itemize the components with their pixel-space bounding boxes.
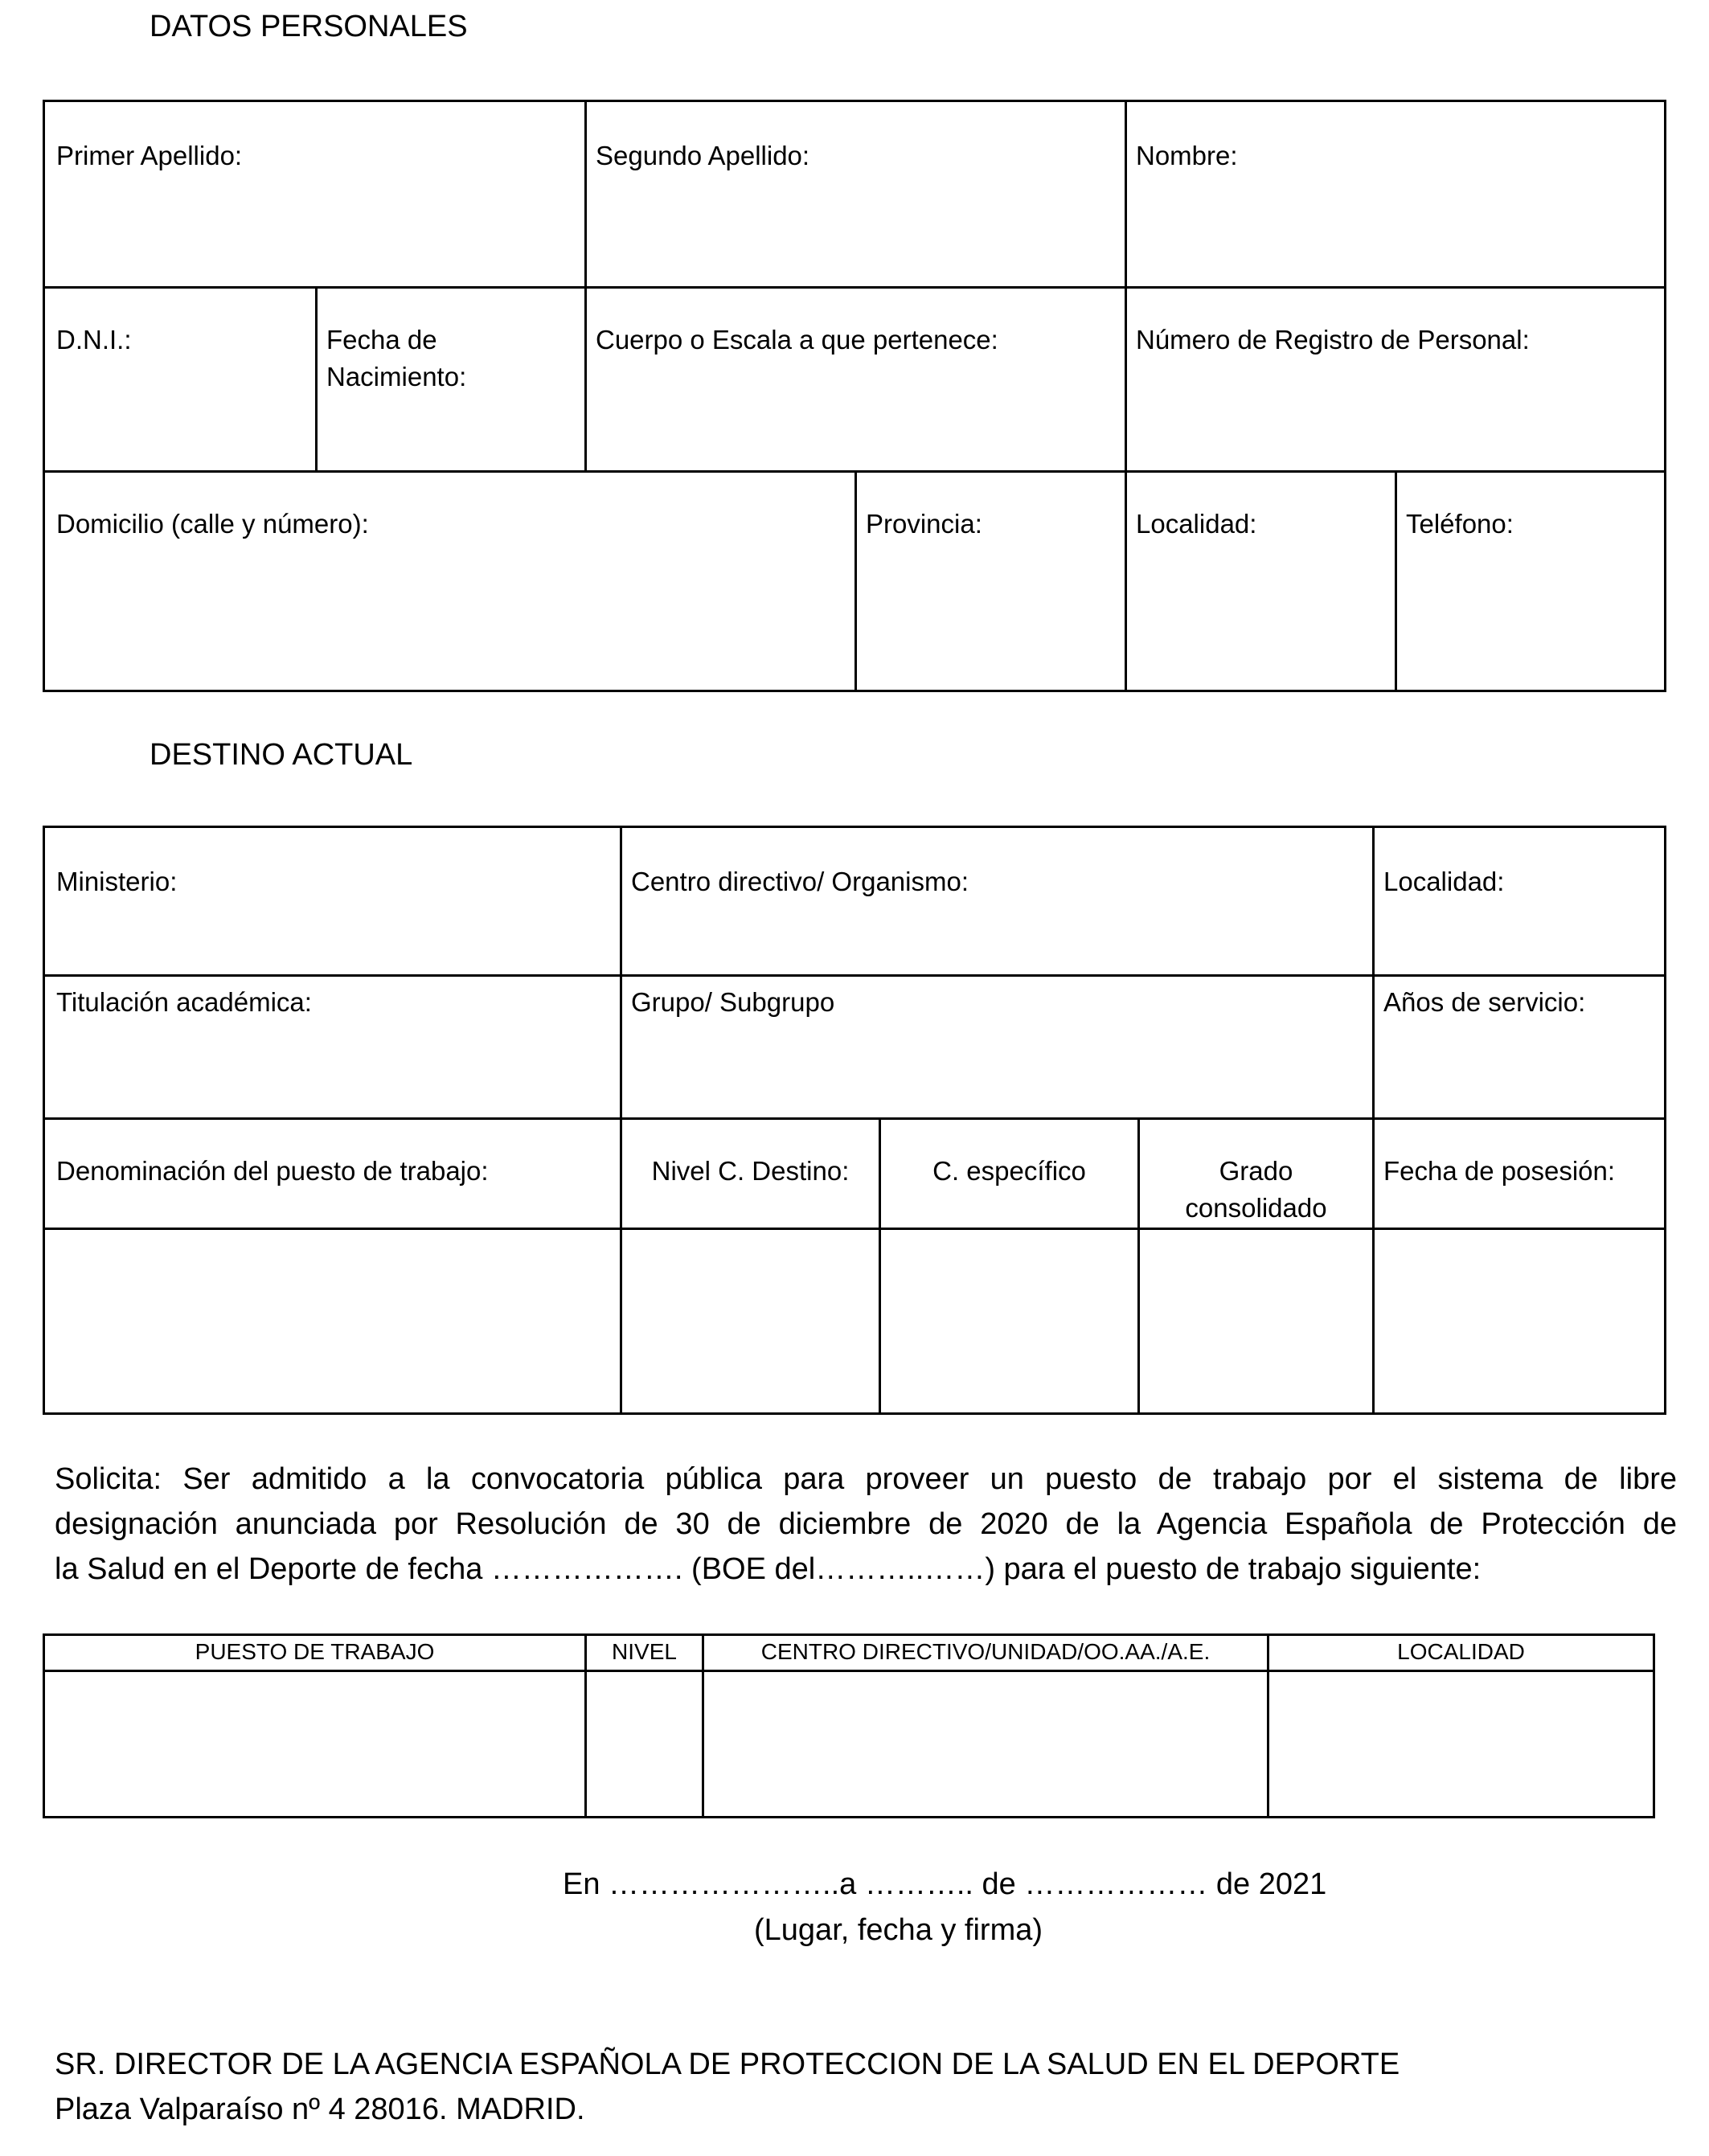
dni-field[interactable] [45,286,315,470]
grado-header [1140,1117,1372,1228]
nivel-destino-header [622,1117,879,1228]
destino-localidad-field[interactable] [1372,828,1664,974]
section-title-destino-actual: DESTINO ACTUAL [150,738,413,772]
nombre-label: Nombre: [1136,141,1238,170]
denominacion-label: Denominación del puesto de trabajo: [56,1156,489,1186]
nombre-field[interactable] [1125,102,1664,286]
nivel-input[interactable] [587,1672,702,1816]
provincia-label: Provincia: [866,509,982,539]
grupo-label: Grupo/ Subgrupo [631,987,835,1017]
solicita-line-1: Solicita: Ser admitido a la convocatoria pública para proveer un puesto de trabajo por el sistema de libre [55,1462,1677,1496]
primer-apellido-label: Primer Apellido: [56,141,243,170]
numero-registro-field[interactable] [1125,286,1664,470]
destinatario-line-1: SR. DIRECTOR DE LA AGENCIA ESPAÑOLA DE PROTECCION DE LA SALUD EN EL DEPORTE [55,2047,1400,2081]
centro-directivo-label: Centro directivo/ Organismo: [631,867,969,896]
datos-personales-table [43,100,1666,692]
header-centro-directivo: CENTRO DIRECTIVO/UNIDAD/OO.AA./A.E. [760,1639,1211,1664]
fecha-nacimiento-field[interactable] [315,286,584,470]
fecha-posesion-label: Fecha de posesión: [1383,1156,1616,1186]
c-especifico-header [881,1117,1137,1228]
grado-input[interactable] [1140,1230,1372,1412]
telefono-label: Teléfono: [1406,509,1514,539]
puesto-trabajo-input[interactable] [45,1672,584,1816]
grupo-field[interactable] [620,974,1372,1117]
fecha-posesion-header [1372,1117,1664,1228]
anos-servicio-label: Años de servicio: [1383,987,1586,1017]
grado-label-2: consolidado [1185,1193,1327,1223]
destinatario-line-2: Plaza Valparaíso nº 4 28016. MADRID. [55,2092,585,2126]
puesto-table [43,1633,1655,1818]
titulacion-label: Titulación académica: [56,987,312,1017]
header-puesto-trabajo: PUESTO DE TRABAJO [195,1639,435,1664]
provincia-field[interactable] [854,470,1125,692]
localidad-field[interactable] [1125,470,1395,692]
domicilio-field[interactable] [45,470,854,692]
centro-directivo-input[interactable] [704,1672,1267,1816]
header-localidad: LOCALIDAD [1397,1639,1525,1664]
localidad-label: Localidad: [1136,509,1257,539]
cuerpo-escala-label: Cuerpo o Escala a que pertenece: [596,325,998,355]
numero-registro-label: Número de Registro de Personal: [1136,325,1530,355]
header-nivel: NIVEL [612,1639,677,1664]
localidad-input[interactable] [1269,1672,1653,1816]
domicilio-label: Domicilio (calle y número): [56,509,369,539]
fecha-posesion-input[interactable] [1375,1230,1664,1412]
destino-localidad-label: Localidad: [1383,867,1505,896]
grado-label-1: Grado [1219,1156,1293,1186]
centro-directivo-field[interactable] [620,828,1372,974]
firma-caption: (Lugar, fecha y firma) [754,1913,1043,1947]
c-especifico-input[interactable] [881,1230,1137,1412]
cuerpo-escala-field[interactable] [584,286,1125,470]
ministerio-field[interactable] [45,828,620,974]
denominacion-input[interactable] [45,1230,620,1412]
fecha-nacimiento-label-1: Fecha de [326,325,437,355]
ministerio-label: Ministerio: [56,867,178,896]
nivel-destino-label: Nivel C. Destino: [651,1156,850,1186]
fecha-nacimiento-label-2: Nacimiento: [326,362,467,391]
telefono-field[interactable] [1395,470,1664,692]
denominacion-header [45,1117,620,1228]
nivel-destino-input[interactable] [622,1230,879,1412]
anos-servicio-field[interactable] [1372,974,1664,1117]
solicita-line-3: la Salud en el Deporte de fecha ………………. (BOE del………..……) para el puesto de trabajo siguiente: [55,1552,1482,1586]
titulacion-field[interactable] [45,974,620,1117]
section-title-datos-personales: DATOS PERSONALES [150,10,468,43]
destino-actual-table [43,826,1666,1415]
solicita-paragraph [55,1457,1677,1592]
solicita-line-2: designación anunciada por Resolución de 30 de diciembre de 2020 de la Agencia Española de Protección de [55,1507,1677,1541]
segundo-apellido-field[interactable] [584,102,1125,286]
segundo-apellido-label: Segundo Apellido: [596,141,810,170]
dni-label: D.N.I.: [56,325,132,355]
firma-line: En …………………..a ……….. de ……………… de 2021 [563,1867,1327,1901]
c-especifico-label: C. específico [932,1156,1086,1186]
primer-apellido-field[interactable] [45,102,584,286]
